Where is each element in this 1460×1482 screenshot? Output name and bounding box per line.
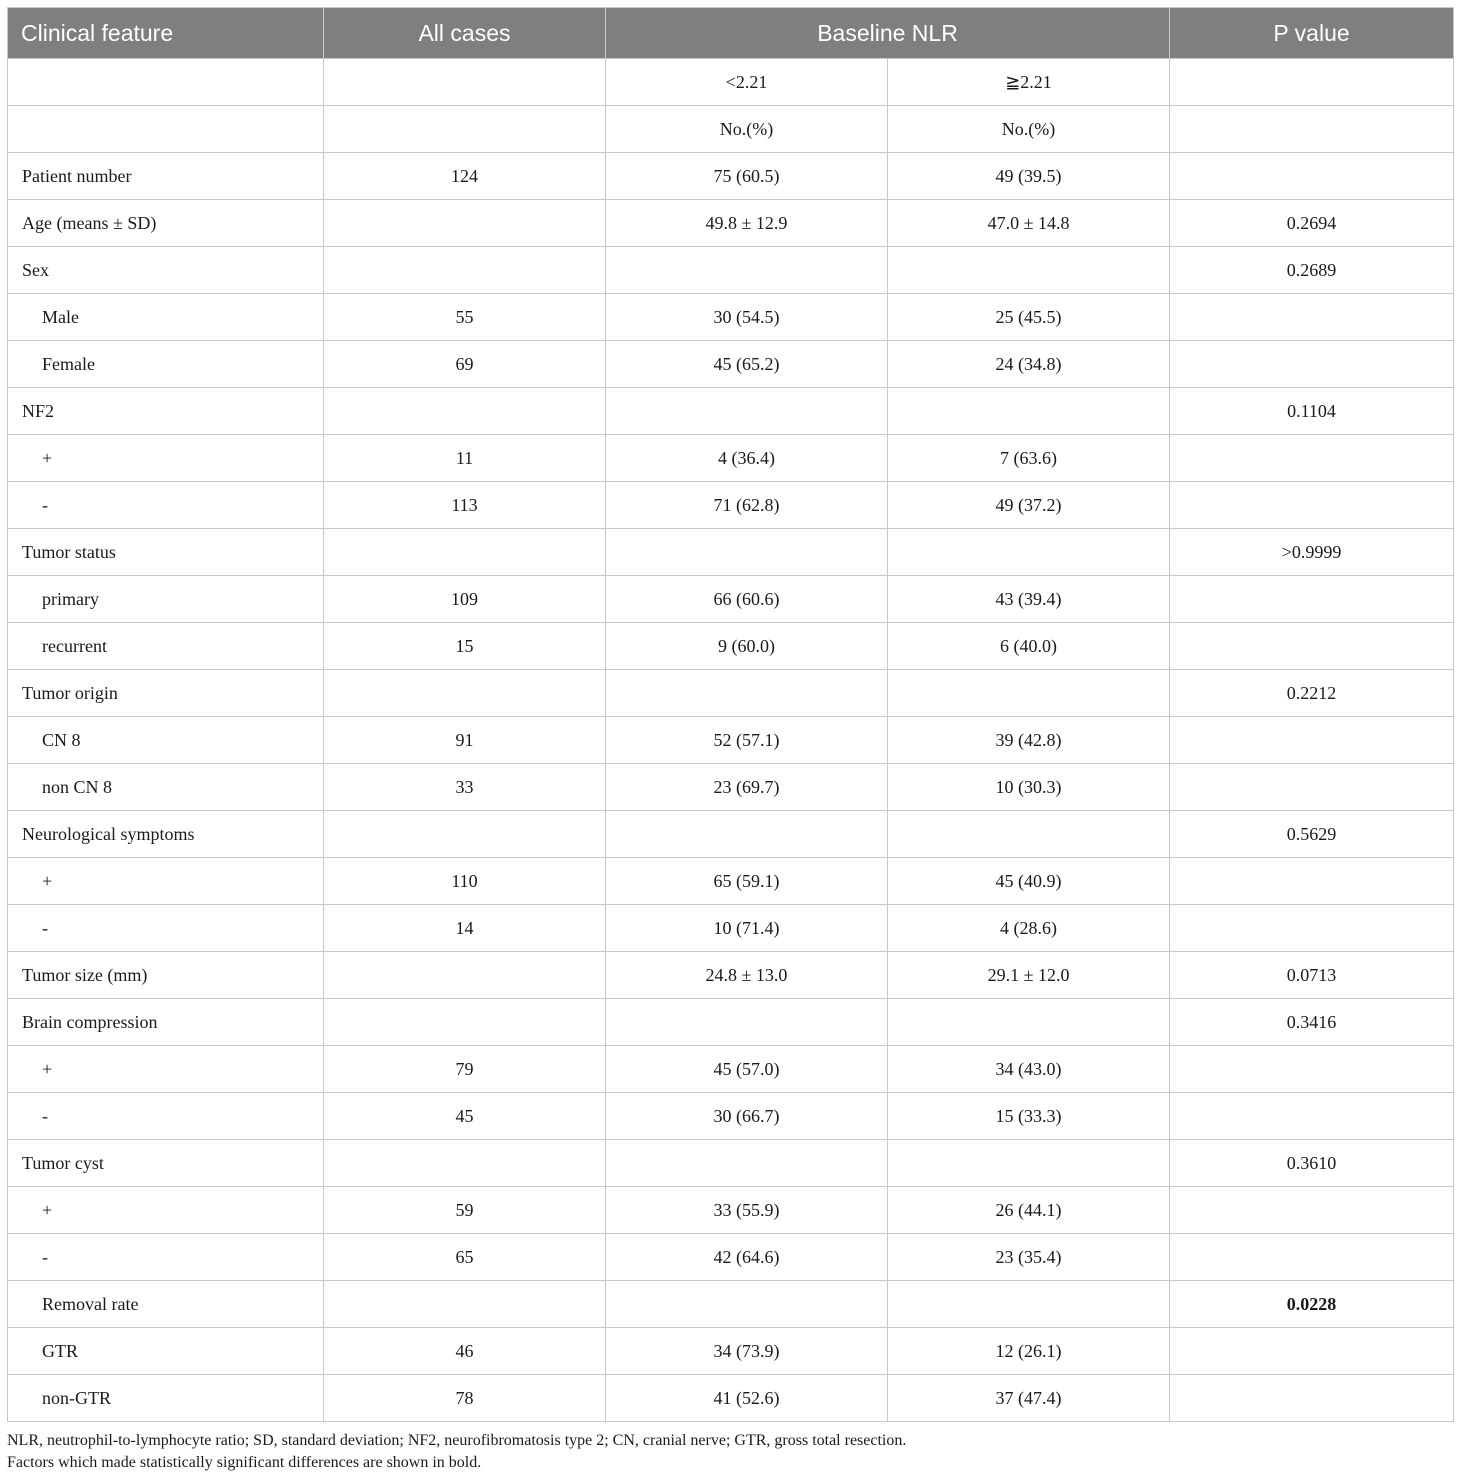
- cell-nlr-low: 75 (60.5): [606, 153, 888, 200]
- cell-clinical-feature: Tumor cyst: [8, 1140, 324, 1187]
- table-row: [8, 1046, 1454, 1093]
- cell-clinical-feature: NF2: [8, 388, 324, 435]
- cell-all-cases: [324, 388, 606, 435]
- cell-clinical-feature: non-GTR: [8, 1375, 324, 1422]
- cell-clinical-feature: Brain compression: [8, 999, 324, 1046]
- table-row: [8, 341, 1454, 388]
- cell-clinical-feature: -: [8, 1093, 324, 1140]
- cell-nlr-high: 49 (37.2): [888, 482, 1170, 529]
- cell-clinical-feature: Tumor status: [8, 529, 324, 576]
- table-row: [8, 247, 1454, 294]
- cell-nlr-low: 33 (55.9): [606, 1187, 888, 1234]
- cell-clinical-feature: Removal rate: [8, 1281, 324, 1328]
- table-row: [8, 1375, 1454, 1422]
- cell-nlr-high: [888, 247, 1170, 294]
- cell-clinical-feature: Male: [8, 294, 324, 341]
- cell-all-cases: 78: [324, 1375, 606, 1422]
- cell-nlr-low: [606, 670, 888, 717]
- cell-all-cases: 110: [324, 858, 606, 905]
- cell-p-value: 0.3416: [1170, 999, 1454, 1046]
- cell-nlr-high: [888, 388, 1170, 435]
- cell-p-value: 0.2689: [1170, 247, 1454, 294]
- cell-all-cases: 45: [324, 1093, 606, 1140]
- header-baseline-nlr: Baseline NLR: [606, 8, 1170, 59]
- cell-clinical-feature: GTR: [8, 1328, 324, 1375]
- cell-nlr-high: 4 (28.6): [888, 905, 1170, 952]
- cell-nlr-low: 49.8 ± 12.9: [606, 200, 888, 247]
- cell-clinical-feature: Tumor origin: [8, 670, 324, 717]
- subheader-unit-high: No.(%): [888, 106, 1170, 153]
- footnote-abbreviations: NLR, neutrophil-to-lymphocyte ratio; SD, standard deviation; NF2, neurofibromatosis type 2; CN, cranial nerve; GTR, gross total resection.: [7, 1432, 907, 1449]
- cell-all-cases: 15: [324, 623, 606, 670]
- cell-nlr-low: 4 (36.4): [606, 435, 888, 482]
- table-row: [8, 200, 1454, 247]
- cell-nlr-low: 24.8 ± 13.0: [606, 952, 888, 999]
- empty-cell: [1170, 59, 1454, 106]
- table-row: [8, 811, 1454, 858]
- cell-nlr-low: 45 (65.2): [606, 341, 888, 388]
- header-all-cases: All cases: [324, 8, 606, 59]
- cell-nlr-high: [888, 1281, 1170, 1328]
- cell-clinical-feature: CN 8: [8, 717, 324, 764]
- cell-p-value: >0.9999: [1170, 529, 1454, 576]
- cell-nlr-high: 37 (47.4): [888, 1375, 1170, 1422]
- cell-nlr-low: 34 (73.9): [606, 1328, 888, 1375]
- cell-clinical-feature: -: [8, 482, 324, 529]
- cell-nlr-low: 30 (54.5): [606, 294, 888, 341]
- subheader-unit-row: [8, 106, 1454, 153]
- table-row: [8, 1281, 1454, 1328]
- cell-p-value: 0.1104: [1170, 388, 1454, 435]
- cell-nlr-low: 30 (66.7): [606, 1093, 888, 1140]
- cell-nlr-high: 29.1 ± 12.0: [888, 952, 1170, 999]
- cell-p-value: [1170, 576, 1454, 623]
- cell-nlr-low: [606, 811, 888, 858]
- cell-p-value: [1170, 435, 1454, 482]
- table-row: [8, 764, 1454, 811]
- cell-all-cases: 79: [324, 1046, 606, 1093]
- empty-cell: [1170, 106, 1454, 153]
- table-row: [8, 153, 1454, 200]
- cell-all-cases: [324, 247, 606, 294]
- cell-clinical-feature: Neurological symptoms: [8, 811, 324, 858]
- cell-p-value: [1170, 1234, 1454, 1281]
- cell-nlr-high: 24 (34.8): [888, 341, 1170, 388]
- footnote-bold-note: Factors which made statistically significant differences are shown in bold.: [7, 1454, 482, 1471]
- cell-all-cases: 59: [324, 1187, 606, 1234]
- cell-all-cases: 11: [324, 435, 606, 482]
- cell-nlr-low: 23 (69.7): [606, 764, 888, 811]
- header-p-value: P value: [1170, 8, 1454, 59]
- table-row: [8, 1328, 1454, 1375]
- cell-nlr-high: 15 (33.3): [888, 1093, 1170, 1140]
- table-row: [8, 529, 1454, 576]
- cell-nlr-high: 39 (42.8): [888, 717, 1170, 764]
- cell-p-value: [1170, 482, 1454, 529]
- cell-nlr-low: [606, 1281, 888, 1328]
- cell-all-cases: [324, 952, 606, 999]
- cell-nlr-low: [606, 388, 888, 435]
- cell-p-value: [1170, 858, 1454, 905]
- cell-p-value: [1170, 764, 1454, 811]
- cell-nlr-low: [606, 247, 888, 294]
- cell-p-value: [1170, 294, 1454, 341]
- table-row: [8, 717, 1454, 764]
- table-row: [8, 858, 1454, 905]
- cell-nlr-low: 9 (60.0): [606, 623, 888, 670]
- cell-clinical-feature: primary: [8, 576, 324, 623]
- table-row: [8, 1187, 1454, 1234]
- cell-nlr-low: [606, 999, 888, 1046]
- cell-all-cases: 46: [324, 1328, 606, 1375]
- table-row: [8, 294, 1454, 341]
- cell-all-cases: [324, 1281, 606, 1328]
- table-row: [8, 482, 1454, 529]
- cell-all-cases: [324, 529, 606, 576]
- cell-clinical-feature: +: [8, 858, 324, 905]
- cell-clinical-feature: +: [8, 435, 324, 482]
- cell-p-value: [1170, 1375, 1454, 1422]
- cell-nlr-high: [888, 811, 1170, 858]
- cell-clinical-feature: -: [8, 905, 324, 952]
- header-clinical-feature: Clinical feature: [8, 8, 324, 59]
- cell-clinical-feature: +: [8, 1046, 324, 1093]
- cell-clinical-feature: Sex: [8, 247, 324, 294]
- cell-p-value: 0.5629: [1170, 811, 1454, 858]
- cell-nlr-low: 71 (62.8): [606, 482, 888, 529]
- cell-nlr-high: 12 (26.1): [888, 1328, 1170, 1375]
- cell-p-value: [1170, 1187, 1454, 1234]
- table-row: [8, 1093, 1454, 1140]
- table-row: [8, 576, 1454, 623]
- cell-clinical-feature: Tumor size (mm): [8, 952, 324, 999]
- table-row: [8, 388, 1454, 435]
- cell-all-cases: 14: [324, 905, 606, 952]
- cell-nlr-high: [888, 999, 1170, 1046]
- cell-all-cases: [324, 1140, 606, 1187]
- cell-nlr-low: 52 (57.1): [606, 717, 888, 764]
- cell-clinical-feature: +: [8, 1187, 324, 1234]
- cell-nlr-high: [888, 1140, 1170, 1187]
- subheader-group-row: [8, 59, 1454, 106]
- cell-p-value: [1170, 1046, 1454, 1093]
- cell-all-cases: 113: [324, 482, 606, 529]
- table-footnotes: [7, 1430, 906, 1474]
- cell-all-cases: [324, 200, 606, 247]
- clinical-features-table-container: [7, 7, 1453, 1422]
- cell-all-cases: 109: [324, 576, 606, 623]
- table-row: [8, 999, 1454, 1046]
- cell-nlr-high: 6 (40.0): [888, 623, 1170, 670]
- empty-cell: [8, 59, 324, 106]
- cell-nlr-high: 34 (43.0): [888, 1046, 1170, 1093]
- cell-clinical-feature: Female: [8, 341, 324, 388]
- cell-p-value: [1170, 1328, 1454, 1375]
- empty-cell: [324, 59, 606, 106]
- table-header-row: [8, 8, 1454, 59]
- cell-all-cases: 69: [324, 341, 606, 388]
- table-row: [8, 905, 1454, 952]
- cell-nlr-high: [888, 670, 1170, 717]
- cell-p-value: [1170, 905, 1454, 952]
- table-row: [8, 670, 1454, 717]
- cell-nlr-high: 25 (45.5): [888, 294, 1170, 341]
- table-row: [8, 623, 1454, 670]
- cell-clinical-feature: Age (means ± SD): [8, 200, 324, 247]
- subheader-group-high: ≧2.21: [888, 59, 1170, 106]
- subheader-group-low: <2.21: [606, 59, 888, 106]
- table-row: [8, 1140, 1454, 1187]
- cell-nlr-high: 47.0 ± 14.8: [888, 200, 1170, 247]
- cell-all-cases: 124: [324, 153, 606, 200]
- cell-all-cases: 91: [324, 717, 606, 764]
- empty-cell: [8, 106, 324, 153]
- cell-p-value: 0.3610: [1170, 1140, 1454, 1187]
- cell-p-value: 0.2694: [1170, 200, 1454, 247]
- cell-nlr-low: [606, 529, 888, 576]
- cell-all-cases: [324, 999, 606, 1046]
- cell-nlr-low: 42 (64.6): [606, 1234, 888, 1281]
- cell-p-value: 0.2212: [1170, 670, 1454, 717]
- cell-nlr-high: [888, 529, 1170, 576]
- cell-p-value: [1170, 623, 1454, 670]
- cell-all-cases: [324, 670, 606, 717]
- cell-nlr-high: 45 (40.9): [888, 858, 1170, 905]
- cell-nlr-high: 10 (30.3): [888, 764, 1170, 811]
- cell-nlr-high: 43 (39.4): [888, 576, 1170, 623]
- cell-clinical-feature: non CN 8: [8, 764, 324, 811]
- cell-clinical-feature: Patient number: [8, 153, 324, 200]
- cell-nlr-low: 45 (57.0): [606, 1046, 888, 1093]
- cell-nlr-low: 41 (52.6): [606, 1375, 888, 1422]
- cell-p-value: [1170, 153, 1454, 200]
- cell-clinical-feature: recurrent: [8, 623, 324, 670]
- cell-all-cases: [324, 811, 606, 858]
- clinical-features-table: [7, 7, 1454, 1422]
- cell-p-value: 0.0228: [1170, 1281, 1454, 1328]
- cell-p-value: [1170, 341, 1454, 388]
- cell-nlr-high: 49 (39.5): [888, 153, 1170, 200]
- cell-nlr-low: 66 (60.6): [606, 576, 888, 623]
- empty-cell: [324, 106, 606, 153]
- cell-clinical-feature: -: [8, 1234, 324, 1281]
- cell-nlr-high: 26 (44.1): [888, 1187, 1170, 1234]
- table-row: [8, 435, 1454, 482]
- cell-nlr-high: 23 (35.4): [888, 1234, 1170, 1281]
- cell-all-cases: 65: [324, 1234, 606, 1281]
- cell-nlr-low: 10 (71.4): [606, 905, 888, 952]
- cell-nlr-low: 65 (59.1): [606, 858, 888, 905]
- cell-all-cases: 55: [324, 294, 606, 341]
- cell-nlr-high: 7 (63.6): [888, 435, 1170, 482]
- cell-p-value: [1170, 717, 1454, 764]
- table-row: [8, 952, 1454, 999]
- cell-nlr-low: [606, 1140, 888, 1187]
- subheader-unit-low: No.(%): [606, 106, 888, 153]
- table-row: [8, 1234, 1454, 1281]
- cell-p-value: [1170, 1093, 1454, 1140]
- cell-all-cases: 33: [324, 764, 606, 811]
- cell-p-value: 0.0713: [1170, 952, 1454, 999]
